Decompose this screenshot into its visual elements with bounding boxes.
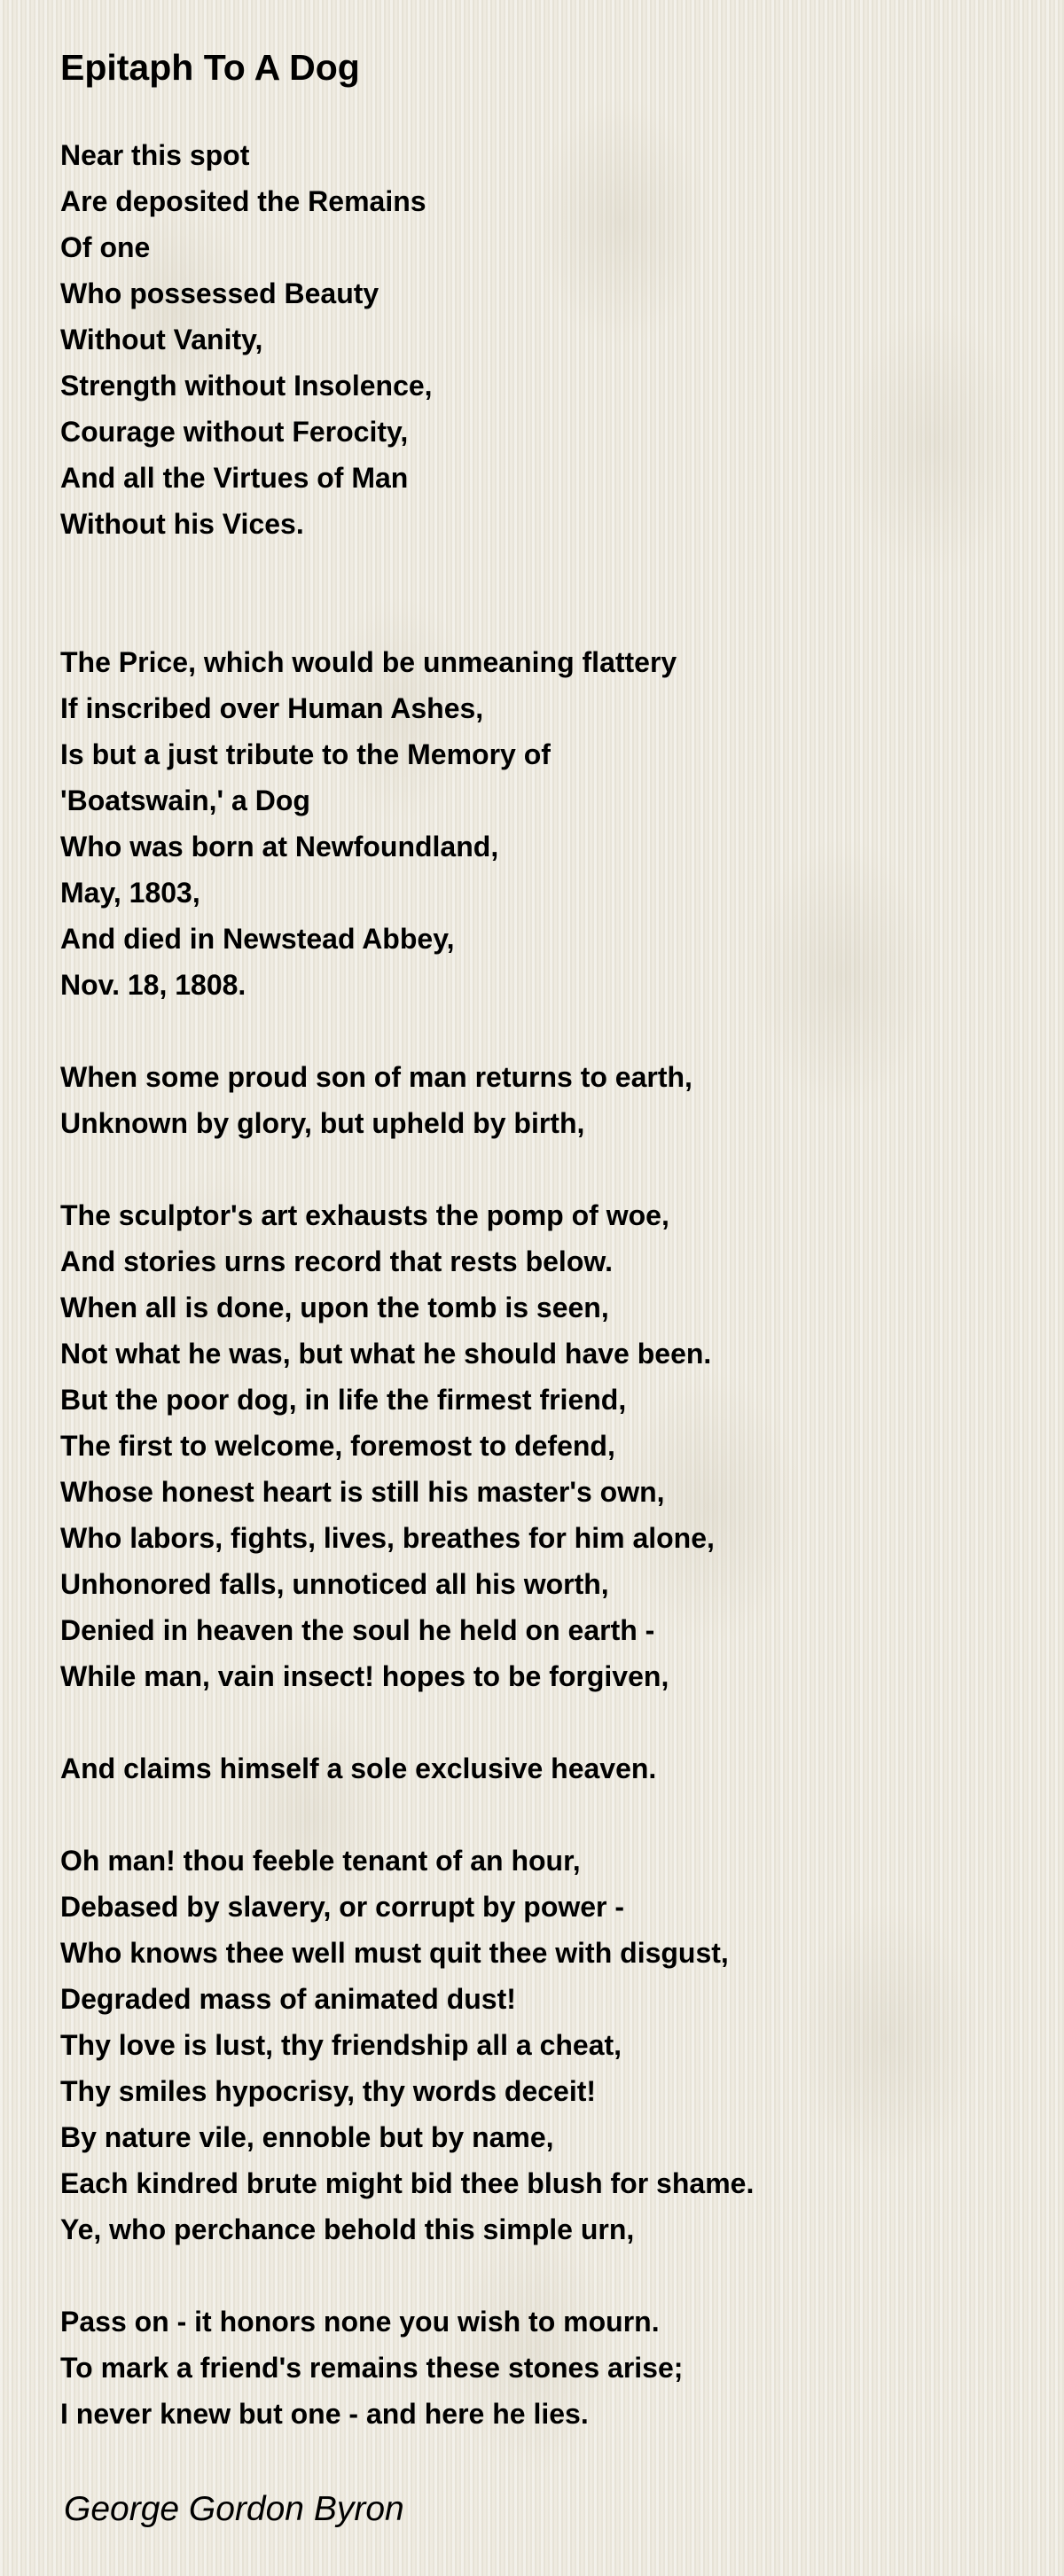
poem-line: Whose honest heart is still his master's own, <box>60 1476 665 1508</box>
poem-line: Who knows thee well must quit thee with disgust, <box>60 1937 729 1969</box>
poem-line: Each kindred brute might bid thee blush for shame. <box>60 2167 755 2199</box>
poem-line: The Price, which would be unmeaning flattery <box>60 646 677 678</box>
poem-line: To mark a friend's remains these stones arise; <box>60 2352 684 2384</box>
poem-line: When some proud son of man returns to earth, <box>60 1061 692 1093</box>
poem-line: Is but a just tribute to the Memory of <box>60 738 551 770</box>
poem-line: Unhonored falls, unnoticed all his worth, <box>60 1568 609 1600</box>
poem-line: Nov. 18, 1808. <box>60 969 246 1001</box>
poem-line: Pass on - it honors none you wish to mourn. <box>60 2306 660 2338</box>
blank-line <box>60 547 754 593</box>
poem-line: And all the Virtues of Man <box>60 462 409 494</box>
blank-line <box>60 2252 754 2299</box>
poem-line: Ye, who perchance behold this simple urn, <box>60 2213 635 2245</box>
poem-line: Who was born at Newfoundland, <box>60 831 499 863</box>
poem-line: While man, vain insect! hopes to be forgiven, <box>60 1660 669 1692</box>
poem-line: By nature vile, ennoble but by name, <box>60 2121 554 2153</box>
poem-line: If inscribed over Human Ashes, <box>60 692 484 724</box>
poem-line: And claims himself a sole exclusive heaven. <box>60 1752 657 1784</box>
poem-line: When all is done, upon the tomb is seen, <box>60 1292 609 1323</box>
poem-line: 'Boatswain,' a Dog <box>60 785 310 816</box>
poem-line: Degraded mass of animated dust! <box>60 1983 516 2015</box>
poem-line: Courage without Ferocity, <box>60 416 409 448</box>
poem-line: The first to welcome, foremost to defend, <box>60 1430 615 1462</box>
poem-line: Unknown by glory, but upheld by birth, <box>60 1107 585 1139</box>
poem-line: But the poor dog, in life the firmest friend, <box>60 1384 627 1416</box>
poem-line: Who possessed Beauty <box>60 277 379 309</box>
poem-author: George Gordon Byron <box>64 2490 404 2528</box>
poem-line: Are deposited the Remains <box>60 185 426 217</box>
poem-title: Epitaph To A Dog <box>60 47 360 88</box>
poem-line: Debased by slavery, or corrupt by power - <box>60 1891 625 1923</box>
blank-line <box>60 1699 754 1745</box>
blank-line <box>60 1008 754 1054</box>
poem-line: Thy love is lust, thy friendship all a cheat, <box>60 2029 622 2061</box>
poem-line: Near this spot <box>60 139 250 171</box>
poem-line: Of one <box>60 231 151 263</box>
poem-line: May, 1803, <box>60 877 200 909</box>
poem-line: I never knew but one - and here he lies. <box>60 2398 589 2430</box>
poem-line: The sculptor's art exhausts the pomp of woe, <box>60 1199 669 1231</box>
poem-line: Thy smiles hypocrisy, thy words deceit! <box>60 2075 597 2107</box>
blank-line <box>60 1791 754 1838</box>
poem-body <box>60 132 754 2437</box>
poem-line: Strength without Insolence, <box>60 370 433 402</box>
poem-line: Denied in heaven the soul he held on earth - <box>60 1614 655 1646</box>
poem-line: Without Vanity, <box>60 324 263 355</box>
poem-line: And died in Newstead Abbey, <box>60 923 455 955</box>
blank-line <box>60 1146 754 1192</box>
poem-line: And stories urns record that rests below. <box>60 1245 613 1277</box>
poem-line: Without his Vices. <box>60 508 304 540</box>
poem-line: Not what he was, but what he should have been. <box>60 1338 712 1370</box>
poem-line: Who labors, fights, lives, breathes for him alone, <box>60 1522 715 1554</box>
blank-line <box>60 593 754 639</box>
poem-line: Oh man! thou feeble tenant of an hour, <box>60 1845 581 1877</box>
